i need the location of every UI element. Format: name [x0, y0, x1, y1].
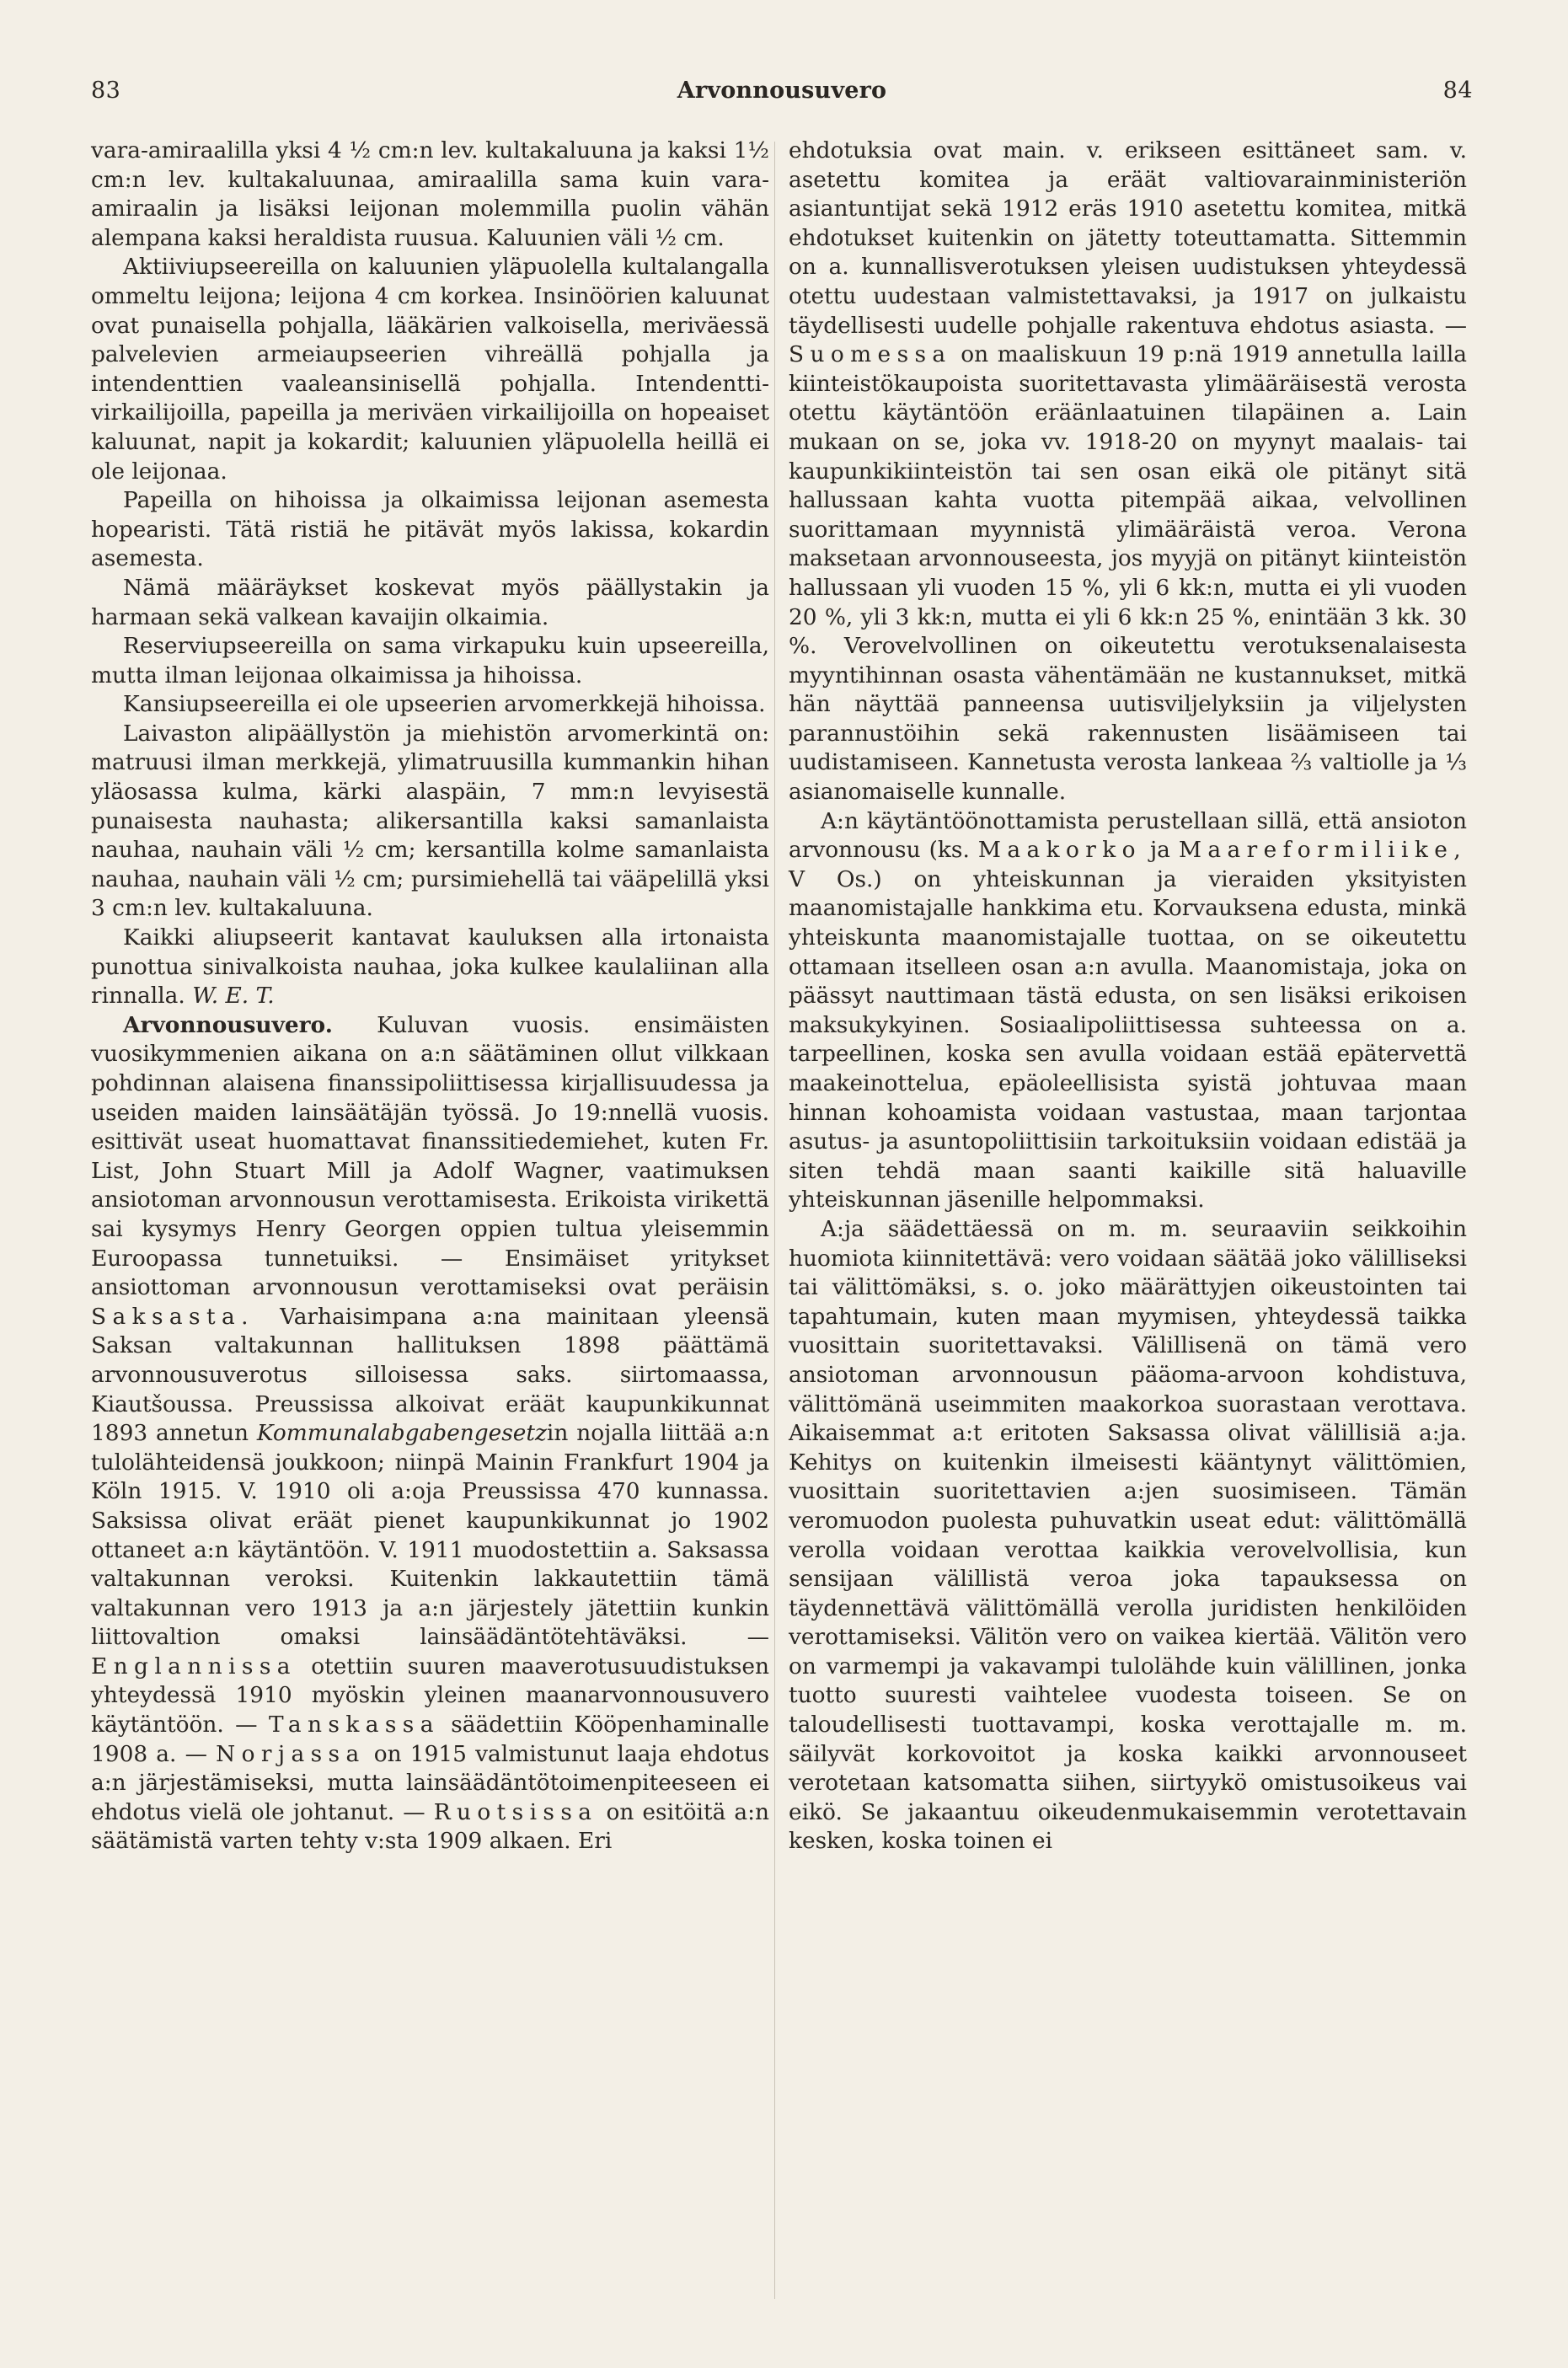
- running-title: Arvonnousuvero: [677, 78, 887, 104]
- left-column: [91, 137, 769, 1856]
- paragraph-text: ja: [1149, 837, 1170, 864]
- paragraph: [789, 137, 1467, 807]
- spaced-term: Englannissa: [91, 1653, 297, 1680]
- paragraph-text: ehdotuksia ovat main. v. erikseen esittäneet sam. v. asetettu komitea ja eräät valtiovarainministeriön asiantuntijat sekä 1912 eräs 1910 asetettu komitea, mitkä ehdotukset kuitenkin on jätetty toteuttamatta. Sittemmin on a. kunnallisverotuksen yleisen uudistuksen yhteydessä otettu uudestaan valmistettavaksi, ja 1917 on julkaistu täydellisesti uudelle pohjalle rakentuva ehdotus asiasta. —: [789, 137, 1467, 339]
- paragraph-text: V Os.) on yhteiskunnan ja vieraiden yksityisten maanomistajalle hankkima etu. Korvauksena edusta, minkä yhteiskunta maanomistajalle tuottaa, on se oikeutettu ottamaan itselleen osan a:n avulla. Maanomistaja, joka on päässyt nauttimaan tästä edusta, on sen lisäksi erikoisen maksukykyinen. Sosiaalipoliittisessa suhteessa on a. tarpeellinen, koska sen avulla voidaan estää epätervettä maakeinottelua, epäoleellisista syistä johtuvaa maan hinnan kohoamista voidaan vastustaa, maan tarjontaa asutus- ja asuntopoliittisiin tarkoituksiin voidaan edistää ja siten tehdä maan saanti kaikille sitä haluaville yhteiskunnan jäsenille helpommaksi.: [789, 865, 1467, 1213]
- paragraph-text: säädettiin Kööpenhaminalle 1908 a. —: [91, 1712, 769, 1767]
- spaced-term: Maareformiliike,: [1178, 837, 1468, 864]
- article-headword: Arvonnousuvero.: [123, 1011, 333, 1038]
- paragraph-text: in nojalla liittää a:n tulolähteidensä joukkoon; niinpä Mainin Frankfurt 1904 ja Köln 1915. V. 1910 oli a:oja Preussissa 470 kunnassa. Saksissa olivat eräät pienet kaupunkikunnat jo 1902 ottaneet a:n käytäntöön. V. 1911 muodostettiin a. Saksassa valtakunnan veroksi. Kuitenkin lakkautettiin tämä valtakunnan vero 1913 ja a:n järjestely jätettiin kunkin liittovaltion omaksi lainsäädäntötehtäväksi. —: [91, 1420, 769, 1651]
- paragraph: Kansiupseereilla ei ole upseerien arvomerkkejä hihoissa.: [123, 691, 766, 718]
- right-column: [789, 137, 1467, 1856]
- paragraph: Reserviupseereilla on sama virkapuku kuin upseereilla, mutta ilman leijonaa olkaimissa ja hihoissa.: [91, 633, 769, 688]
- spaced-term: Ruotsissa: [433, 1798, 598, 1825]
- page-number-left: 83: [91, 78, 121, 104]
- spaced-term: Norjassa: [216, 1740, 366, 1767]
- paragraph: Nämä määräykset koskevat myös päällystakin ja harmaan sekä valkean kavaijin olkaimia.: [91, 574, 769, 630]
- paragraph: Papeilla on hihoissa ja olkaimissa leijonan asemesta hopearisti. Tätä ristiä he pitävät myös lakissa, kokardin asemesta.: [91, 487, 769, 572]
- paragraph-text: Varhaisimpana a:na mainitaan yleensä Saksan valtakunnan hallituksen 1898 päättämä arvonnousuverotus silloisessa saks. siirtomaassa, Kiautšoussa. Preussissa alkoivat eräät kaupunkikunnat 1893 annetun: [91, 1303, 770, 1447]
- paragraph-text: Kaikki aliupseerit kantavat kauluksen alla irtonaista punottua sinivalkoista nauhaa, joka kulkee kaulaliinan alla rinnalla.: [91, 924, 769, 1010]
- paragraph: Laivaston alipäällystön ja miehistön arvomerkintä on: matruusi ilman merkkejä, ylimatruusilla kummankin hihan yläosassa kulma, kärki alaspäin, 7 mm:n levyisestä punaisesta nauhasta; alikersantilla kaksi samanlaista nauhaa, nauhain väli ½ cm; kersantilla kolme samanlaista nauhaa, nauhain väli ½ cm; pursimiehellä tai vääpelillä yksi 3 cm:n lev. kultakaluuna.: [91, 720, 769, 922]
- page-number-right: 84: [1442, 78, 1473, 104]
- paragraph-text: otettiin suuren maaverotusuudistuksen yhteydessä 1910 myöskin yleinen maanarvonnousuvero käytäntöön. —: [91, 1653, 769, 1738]
- spaced-term: Maakorko: [977, 837, 1142, 864]
- spaced-term: Saksasta.: [91, 1303, 254, 1330]
- paragraph: vara-amiraalilla yksi 4 ½ cm:n lev. kultakaluuna ja kaksi 1½ cm:n lev. kultakaluunaa, amiraalilla sama kuin vara-amiraalin ja lisäksi leijonan molemmilla puolin vähän alempana kaksi heraldista ruusua. Kaluunien väli ½ cm.: [91, 137, 769, 251]
- paragraph: Aktiiviupseereilla on kaluunien yläpuolella kultalangalla ommeltu leijona; leijona 4 cm korkea. Insinöörien kaluunat ovat punaisella pohjalla, lääkärien valkoisella, meriväessä palvelevien armeiaupseerien vihreällä pohjalla ja intendenttien vaaleansinisellä pohjalla. Intendentti-virkailijoilla, papeilla ja meriväen virkailijoilla on hopeaiset kaluunat, napit ja kokardit; kaluunien yläpuolella heillä ei ole leijonaa.: [91, 254, 769, 485]
- paragraph-text: on esitöitä a:n säätämistä varten tehty v:sta 1909 alkaen. Eri: [91, 1798, 769, 1855]
- paragraph: [789, 807, 1467, 1215]
- italic-term: Kommunalabgabengesetz: [256, 1420, 547, 1447]
- paragraph: [91, 924, 769, 1011]
- column-divider: [774, 142, 775, 2299]
- paragraph-text: Kuluvan vuosis. ensimäisten vuosikymmenien aikana on a:n säätäminen ollut vilkkaan pohdinnan alaisena finanssipoliittisessa kirjallisuudessa ja useiden maiden lainsäätäjän työssä. Jo 19:nnellä vuosis. esittivät useat huomattavat finanssitiedemiehet, kuten Fr. List, John Stuart Mill ja Adolf Wagner, vaatimuksen ansiotoman arvonnousun verottamisesta. Erikoista virikettä sai kysymys Henry Georgen oppien tultua yleisemmin Euroopassa tunnetuiksi. — Ensimäiset yritykset ansiottoman arvonnousun verottamiseksi ovat peräisin: [91, 1011, 770, 1301]
- paragraph-text: on maaliskuun 19 p:nä 1919 annetulla lailla kiinteistökaupoista suoritettavasta ylimääräisestä verosta otettu käytäntöön eräänlaatuinen tilapäinen a. Lain mukaan on se, joka vv. 1918-20 on myynyt maalais- tai kaupunkikiinteistön tai sen osan eikä ole pitänyt sitä hallussaan kahta vuotta pitempää aikaa, velvollinen suorittamaan myynnistä ylimääräistä veroa. Verona maksetaan arvonnouseesta, jos myyjä on pitänyt kiinteistön hallussaan yli vuoden 15 %, yli 6 kk:n, mutta ei yli vuoden 20 %, yli 3 kk:n, mutta ei yli 6 kk:n 25 %, enintään 3 kk. 30 %. Verovelvollinen on oikeutettu verotuksenalaisesta myyntihinnan osasta vähentämään ne kustannukset, mitkä hän näyttää panneensa uutisviljelyksiin ja viljelysten parannustöihin sekä rakennusten lisäämiseen tai uudistamiseen. Kannetusta verosta lankeaa ⅔ valtiolle ja ⅓ asianomaiselle kunnalle.: [789, 341, 1467, 806]
- paragraph-text: on 1915 valmistunut laaja ehdotus a:n järjestämiseksi, mutta lainsäädäntötoimenpiteeseen ei ehdotus vielä ole johtanut. —: [91, 1740, 770, 1825]
- page-header: [91, 78, 1473, 111]
- spaced-term: Suomessa: [789, 341, 952, 368]
- spaced-term: Tanskassa: [268, 1712, 440, 1738]
- article-paragraph: [91, 1011, 769, 1856]
- paragraph-text: A:n käytäntöönottamista perustellaan sillä, että ansioton arvonnousu (ks.: [789, 807, 1467, 864]
- author-signature: W. E. T.: [192, 983, 275, 1010]
- paragraph: A:ja säädettäessä on m. m. seuraaviin seikkoihin huomiota kiinnitettävä: vero voidaan säätää joko välilliseksi tai välittömäksi, s. o. joko määrättyjen oikeustointen tai tapahtumain, kuten maan myymisen, yhteydessä taikka vuosittain suoritettavaksi. Välillisenä on tämä vero ansiotoman arvonnousun pääoma-arvoon kohdistuva, välittömänä useimmiten maakorkoa suorastaan verottava. Aikaisemmat a:t eritoten Saksassa olivat välillisiä a:ja. Kehitys on kuitenkin ilmeisesti kääntynyt välittömien, vuosittain suoritettavien a:jen suosimiseen. Tämän veromuodon puolesta puhuvatkin useat edut: välittömällä verolla voidaan verottaa kaikkia verovelvollisia, kun sensijaan välillistä veroa joka tapauksessa on täydennettävä välittömällä verolla juridisten henkilöiden verottamiseksi. Välitön vero on vaikea kiertää. Välitön vero on varmempi ja vakavampi tulolähde kuin välillinen, jonka tuotto suuresti vaihtelee vuodesta toiseen. Se on taloudellisesti tuottavampi, koska verottajalle m. m. säilyvät korkovoitot ja koska kaikki arvonnouseet verotetaan katsomatta siihen, siirtyykö omistusoikeus vai eikö. Se jakaantuu oikeudenmukaisemmin verotettavain kesken, koska toinen ei: [789, 1215, 1467, 1855]
